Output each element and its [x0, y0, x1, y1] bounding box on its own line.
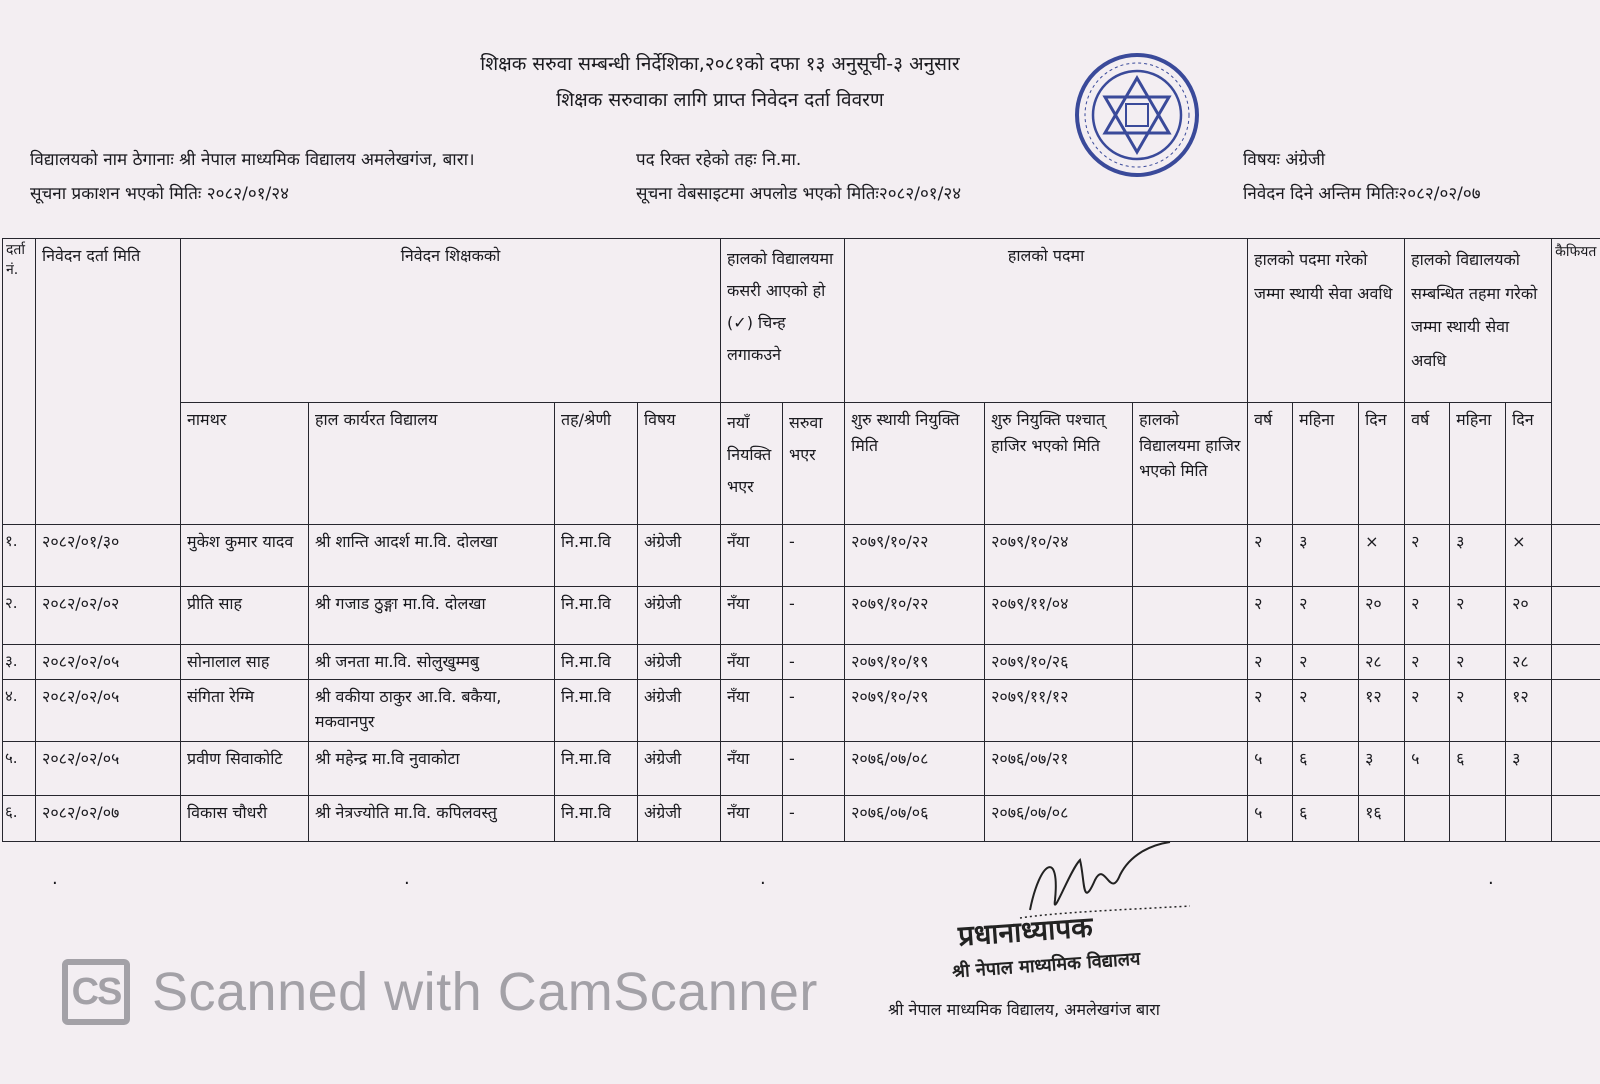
post-years: २ — [1248, 645, 1293, 680]
join-date: २०७९/१०/२६ — [985, 645, 1133, 680]
school-seal-icon — [1070, 48, 1204, 182]
application-date: २०८२/०१/३० — [36, 525, 181, 587]
notice-date: सूचना प्रकाशन भएको मितिः २०८२/०१/२४ — [30, 184, 289, 204]
header-current-school-join-date: हालको विद्यालयमा हाजिर भएको मिति — [1133, 403, 1248, 525]
vacant-level: पद रिक्त रहेको तहः नि.मा. — [636, 150, 802, 170]
subject: अंग्रेजी — [638, 679, 721, 741]
application-date: २०८२/०२/०५ — [36, 741, 181, 795]
school-days: ३ — [1506, 741, 1552, 795]
post-days: ३ — [1359, 741, 1405, 795]
remarks — [1552, 645, 1600, 680]
permanent-appointment-date: २०७९/१०/२२ — [845, 525, 985, 587]
permanent-appointment-date: २०७९/१०/२२ — [845, 587, 985, 645]
current-school-join-date — [1133, 645, 1248, 680]
subject: अंग्रेजी — [638, 795, 721, 841]
header-name: नामथर — [181, 403, 309, 525]
school-years: २ — [1405, 587, 1450, 645]
transfer: - — [783, 679, 845, 741]
current-school-join-date — [1133, 741, 1248, 795]
post-years: २ — [1248, 525, 1293, 587]
post-days: २० — [1359, 587, 1405, 645]
school-years: ५ — [1405, 741, 1450, 795]
header-join-date: शुरु नियुक्ति पश्चात् हाजिर भएको मिति — [985, 403, 1133, 525]
level: नि.मा.वि — [555, 795, 638, 841]
working-school: श्री जनता मा.वि. सोलुखुम्मबु — [309, 645, 555, 680]
level: नि.मा.वि — [555, 587, 638, 645]
header-subject: विषय — [638, 403, 721, 525]
school-days: २० — [1506, 587, 1552, 645]
post-years: २ — [1248, 587, 1293, 645]
post-months: २ — [1293, 679, 1359, 741]
working-school: श्री महेन्द्र मा.वि नुवाकोटा — [309, 741, 555, 795]
table-row — [3, 679, 1600, 741]
new-appointment: नँया — [721, 525, 783, 587]
transfer: - — [783, 795, 845, 841]
application-date: २०८२/०२/०५ — [36, 679, 181, 741]
transfer: - — [783, 741, 845, 795]
header-how-came: हालको विद्यालयमा कसरी आएको हो (✓) चिन्ह लगाकउने — [721, 239, 845, 403]
row-number: ४. — [3, 679, 36, 741]
header-current-post: हालको पदमा — [845, 239, 1248, 403]
new-appointment: नँया — [721, 645, 783, 680]
application-deadline: निवेदन दिने अन्तिम मितिः२०८२/०२/०७ — [1243, 184, 1481, 204]
post-years: २ — [1248, 679, 1293, 741]
dot-mark: . — [404, 868, 410, 889]
post-months: ३ — [1293, 525, 1359, 587]
row-number: ३. — [3, 645, 36, 680]
post-days: २८ — [1359, 645, 1405, 680]
row-number: ६. — [3, 795, 36, 841]
working-school: श्री शान्ति आदर्श मा.वि. दोलखा — [309, 525, 555, 587]
camscanner-logo-icon: CS — [62, 959, 130, 1025]
school-years: २ — [1405, 645, 1450, 680]
current-school-join-date — [1133, 795, 1248, 841]
school-signature-line: श्री नेपाल माध्यमिक विद्यालय, अमलेखगंज बारा — [888, 1000, 1160, 1019]
teacher-name: सोनालाल साह — [181, 645, 309, 680]
level: नि.मा.वि — [555, 645, 638, 680]
new-appointment: नँया — [721, 587, 783, 645]
new-appointment: नँया — [721, 679, 783, 741]
teacher-name: प्रीति साह — [181, 587, 309, 645]
school-days — [1506, 795, 1552, 841]
remarks — [1552, 679, 1600, 741]
header-day-2: दिन — [1506, 403, 1552, 525]
post-months: ६ — [1293, 741, 1359, 795]
school-name: विद्यालयको नाम ठेगानाः श्री नेपाल माध्यमिक विद्यालय अमलेखगंज, बारा। — [30, 150, 475, 170]
permanent-appointment-date: २०७९/१०/१९ — [845, 645, 985, 680]
principal-stamp-school: श्री नेपाल माध्यमिक विद्यालय — [951, 948, 1142, 983]
join-date: २०७९/१०/२४ — [985, 525, 1133, 587]
new-appointment: नँया — [721, 741, 783, 795]
transfer: - — [783, 587, 845, 645]
transfer: - — [783, 525, 845, 587]
level: नि.मा.वि — [555, 679, 638, 741]
teacher-name: संगिता रेग्मि — [181, 679, 309, 741]
current-school-join-date — [1133, 587, 1248, 645]
current-school-join-date — [1133, 525, 1248, 587]
school-months: ३ — [1450, 525, 1506, 587]
camscanner-text: Scanned with CamScanner — [152, 962, 818, 1022]
join-date: २०७६/०७/२१ — [985, 741, 1133, 795]
principal-stamp: प्रधानाध्यापक — [957, 910, 1094, 953]
school-days: १२ — [1506, 679, 1552, 741]
teacher-name: प्रवीण सिवाकोटि — [181, 741, 309, 795]
working-school: श्री वकीया ठाकुर आ.वि. बकैया, मकवानपुर — [309, 679, 555, 741]
table-row — [3, 645, 1600, 680]
header-remarks: कैफियत — [1552, 239, 1600, 525]
post-years: ५ — [1248, 741, 1293, 795]
remarks — [1552, 795, 1600, 841]
post-months: २ — [1293, 645, 1359, 680]
header-permanent-appointment-date: शुरु स्थायी नियुक्ति मिति — [845, 403, 985, 525]
header-transfer: सरुवा भएर — [783, 403, 845, 525]
level: नि.मा.वि — [555, 741, 638, 795]
school-months: २ — [1450, 679, 1506, 741]
working-school: श्री गजाड ठुङ्गा मा.वि. दोलखा — [309, 587, 555, 645]
table-row — [3, 795, 1600, 841]
subject: अंग्रेजी — [638, 525, 721, 587]
school-days: २८ — [1506, 645, 1552, 680]
join-date: २०७६/०७/०८ — [985, 795, 1133, 841]
school-months: २ — [1450, 645, 1506, 680]
teacher-name: विकास चौधरी — [181, 795, 309, 841]
post-days: × — [1359, 525, 1405, 587]
post-months: २ — [1293, 587, 1359, 645]
post-days: १२ — [1359, 679, 1405, 741]
school-years: २ — [1405, 525, 1450, 587]
school-days: × — [1506, 525, 1552, 587]
dot-mark: . — [760, 868, 766, 889]
header-level: तह/श्रेणी — [555, 403, 638, 525]
row-number: २. — [3, 587, 36, 645]
current-school-join-date — [1133, 679, 1248, 741]
table-row — [3, 587, 1600, 645]
join-date: २०७९/११/०४ — [985, 587, 1133, 645]
level: नि.मा.वि — [555, 525, 638, 587]
remarks — [1552, 525, 1600, 587]
dot-mark: . — [52, 868, 58, 889]
document-subtitle: शिक्षक सरुवाका लागि प्राप्त निवेदन दर्ता विवरण — [556, 89, 884, 111]
header-new-appointment: नयाँ नियक्ति भएर — [721, 403, 783, 525]
header-working-school: हाल कार्यरत विद्यालय — [309, 403, 555, 525]
subject: अंग्रेजी — [638, 587, 721, 645]
row-number: ५. — [3, 741, 36, 795]
permanent-appointment-date: २०७९/१०/२९ — [845, 679, 985, 741]
teacher-name: मुकेश कुमार यादव — [181, 525, 309, 587]
application-date: २०८२/०२/०५ — [36, 645, 181, 680]
post-months: ६ — [1293, 795, 1359, 841]
header-month-2: महिना — [1450, 403, 1506, 525]
school-years: २ — [1405, 679, 1450, 741]
post-days: १६ — [1359, 795, 1405, 841]
header-application-date: निवेदन दर्ता मिति — [36, 239, 181, 525]
permanent-appointment-date: २०७६/०७/०६ — [845, 795, 985, 841]
header-year-2: वर्ष — [1405, 403, 1450, 525]
remarks — [1552, 587, 1600, 645]
header-school-service: हालको विद्यालयको सम्बन्धित तहमा गरेको जम्मा स्थायी सेवा अवधि — [1405, 239, 1552, 403]
working-school: श्री नेत्रज्योति मा.वि. कपिलवस्तु — [309, 795, 555, 841]
subject: अंग्रेजी — [638, 741, 721, 795]
header-year-1: वर्ष — [1248, 403, 1293, 525]
permanent-appointment-date: २०७६/०७/०८ — [845, 741, 985, 795]
table-row — [3, 525, 1600, 587]
website-upload-date: सूचना वेबसाइटमा अपलोड भएको मितिः२०८२/०१/२४ — [636, 184, 962, 204]
header-day-1: दिन — [1359, 403, 1405, 525]
header-reg-no: दर्ता नं. — [3, 239, 36, 525]
document-title: शिक्षक सरुवा सम्बन्धी निर्देशिका,२०८१को दफा १३ अनुसूची-३ अनुसार — [480, 53, 960, 75]
join-date: २०७९/११/१२ — [985, 679, 1133, 741]
application-date: २०८२/०२/०२ — [36, 587, 181, 645]
new-appointment: नँया — [721, 795, 783, 841]
camscanner-watermark — [62, 956, 818, 1028]
subject-label: विषयः अंग्रेजी — [1243, 150, 1325, 170]
header-month-1: महिना — [1293, 403, 1359, 525]
table-row — [3, 741, 1600, 795]
application-date: २०८२/०२/०७ — [36, 795, 181, 841]
school-months: २ — [1450, 587, 1506, 645]
school-months — [1450, 795, 1506, 841]
dot-mark: . — [1488, 868, 1494, 889]
post-years: ५ — [1248, 795, 1293, 841]
school-years — [1405, 795, 1450, 841]
row-number: १. — [3, 525, 36, 587]
application-register-table — [2, 238, 1600, 842]
header-teacher: निवेदन शिक्षकको — [181, 239, 721, 403]
subject: अंग्रेजी — [638, 645, 721, 680]
header-post-service: हालको पदमा गरेको जम्मा स्थायी सेवा अवधि — [1248, 239, 1405, 403]
transfer: - — [783, 645, 845, 680]
school-months: ६ — [1450, 741, 1506, 795]
remarks — [1552, 741, 1600, 795]
